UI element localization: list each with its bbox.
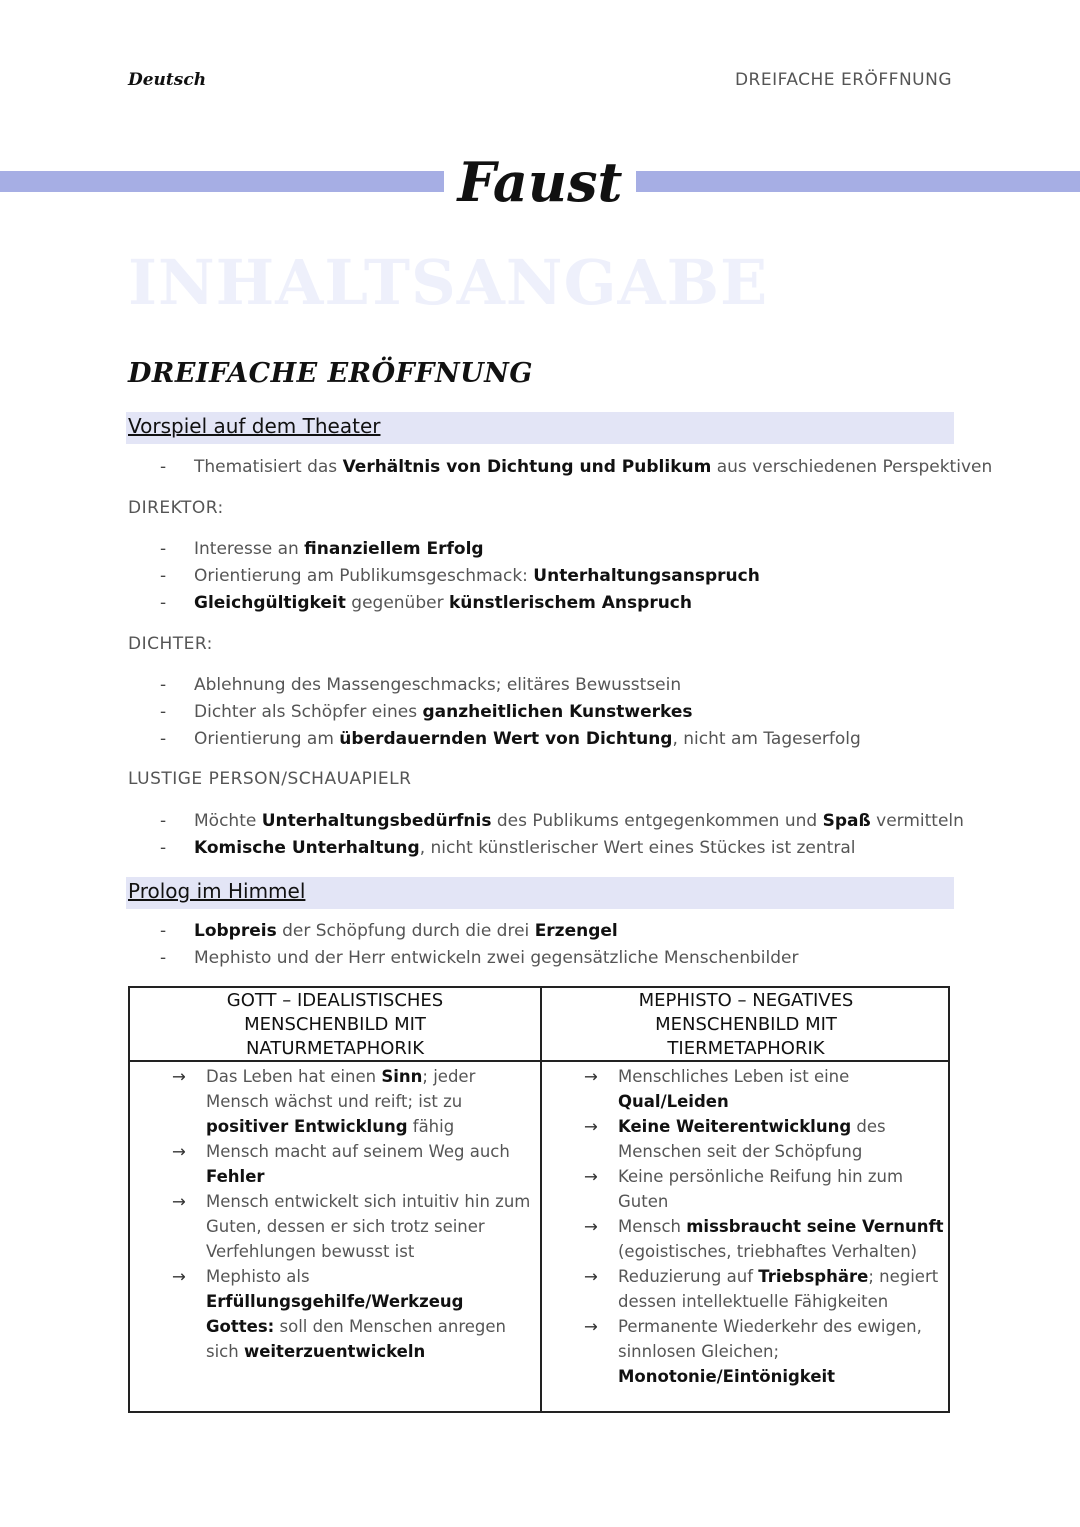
list-item: - Möchte Unterhaltungsbedürfnis des Publikums entgegenkommen und Spaß vermitteln — [160, 808, 960, 835]
header-subject: Deutsch — [128, 70, 207, 90]
list-item: - Orientierung am überdauernden Wert von Dichtung, nicht am Tageserfolg — [160, 726, 960, 753]
section-title-vorspiel: Vorspiel auf dem Theater — [128, 414, 381, 438]
list-item: - Dichter als Schöpfer eines ganzheitlichen Kunstwerkes — [160, 699, 960, 726]
label-direktor: DIREKTOR: — [128, 498, 224, 518]
section-bar-vorspiel — [126, 412, 954, 444]
list-item: → Mephisto als Erfüllungsgehilfe/Werkzeug Gottes: soll den Menschen anregen sich weiterzuentwickeln — [130, 1264, 540, 1364]
watermark-heading: INHALTSANGABE — [128, 246, 769, 319]
label-lustige-person: LUSTIGE PERSON/SCHAUAPIELR — [128, 769, 412, 789]
list-item: - Orientierung am Publikumsgeschmack: Unterhaltungsanspruch — [160, 563, 960, 590]
list-item: → Mensch missbraucht seine Vernunft (egoistisches, triebhaftes Verhalten) — [542, 1214, 950, 1264]
list-item: - Thematisiert das Verhältnis von Dichtung und Publikum aus verschiedenen Perspektiven — [160, 454, 960, 481]
table-column-gott — [130, 988, 542, 1411]
direktor-list — [160, 536, 960, 617]
arrow-right-icon: → — [172, 1192, 186, 1211]
lustige-list — [160, 808, 964, 862]
prolog-list — [160, 918, 960, 972]
list-item: - Mephisto und der Herr entwickeln zwei gegensätzliche Menschenbilder — [160, 945, 960, 972]
header-topic: DREIFACHE ERÖFFNUNG — [734, 70, 952, 90]
dichter-list — [160, 672, 960, 753]
list-item: → Reduzierung auf Triebsphäre; negiert dessen intellektuelle Fähigkeiten — [542, 1264, 950, 1314]
list-item: → Menschliches Leben ist eine Qual/Leiden — [542, 1064, 950, 1114]
list-item: - Ablehnung des Massengeschmacks; elitäres Bewusstsein — [160, 672, 960, 699]
arrow-right-icon: → — [584, 1317, 598, 1336]
list-item: → Keine persönliche Reifung hin zum Guten — [542, 1164, 950, 1214]
list-item: → Keine Weiterentwicklung des Menschen seit der Schöpfung — [542, 1114, 950, 1164]
title-wrapper — [0, 146, 1080, 218]
arrow-right-icon: → — [584, 1267, 598, 1286]
list-item: - Lobpreis der Schöpfung durch die drei Erzengel — [160, 918, 960, 945]
comparison-table — [128, 986, 950, 1413]
arrow-right-icon: → — [584, 1167, 598, 1186]
gott-list — [130, 1062, 540, 1364]
section-bar-prolog — [126, 877, 954, 909]
table-column-mephisto — [542, 988, 950, 1411]
list-item: → Mensch macht auf seinem Weg auch Fehler — [130, 1139, 540, 1189]
page-title: Faust — [444, 146, 637, 218]
section-heading: DREIFACHE ERÖFFNUNG — [128, 358, 533, 389]
arrow-right-icon: → — [172, 1067, 186, 1086]
section-title-prolog: Prolog im Himmel — [128, 879, 306, 903]
list-item: → Permanente Wiederkehr des ewigen, sinnlosen Gleichen; Monotonie/Eintönigkeit — [542, 1314, 950, 1389]
mephisto-list — [542, 1062, 950, 1389]
list-item: - Komische Unterhaltung, nicht künstlerischer Wert eines Stückes ist zentral — [160, 835, 960, 862]
arrow-right-icon: → — [172, 1267, 186, 1286]
arrow-right-icon: → — [584, 1217, 598, 1236]
arrow-right-icon: → — [584, 1067, 598, 1086]
label-dichter: DICHTER: — [128, 634, 213, 654]
arrow-right-icon: → — [172, 1142, 186, 1161]
table-header-mephisto: MEPHISTO – NEGATIVES MENSCHENBILD MIT TIERMETAPHORIK — [542, 988, 950, 1062]
table-header-gott: GOTT – IDEALISTISCHES MENSCHENBILD MIT NATURMETAPHORIK — [130, 988, 540, 1062]
list-item: → Mensch entwickelt sich intuitiv hin zum Guten, dessen er sich trotz seiner Verfehlungen bewusst ist — [130, 1189, 540, 1264]
vorspiel-intro-list — [160, 454, 993, 481]
arrow-right-icon: → — [584, 1117, 598, 1136]
list-item: - Gleichgültigkeit gegenüber künstlerischem Anspruch — [160, 590, 960, 617]
list-item: - Interesse an finanziellem Erfolg — [160, 536, 960, 563]
list-item: → Das Leben hat einen Sinn; jeder Mensch wächst und reift; ist zu positiver Entwicklung fähig — [130, 1064, 540, 1139]
